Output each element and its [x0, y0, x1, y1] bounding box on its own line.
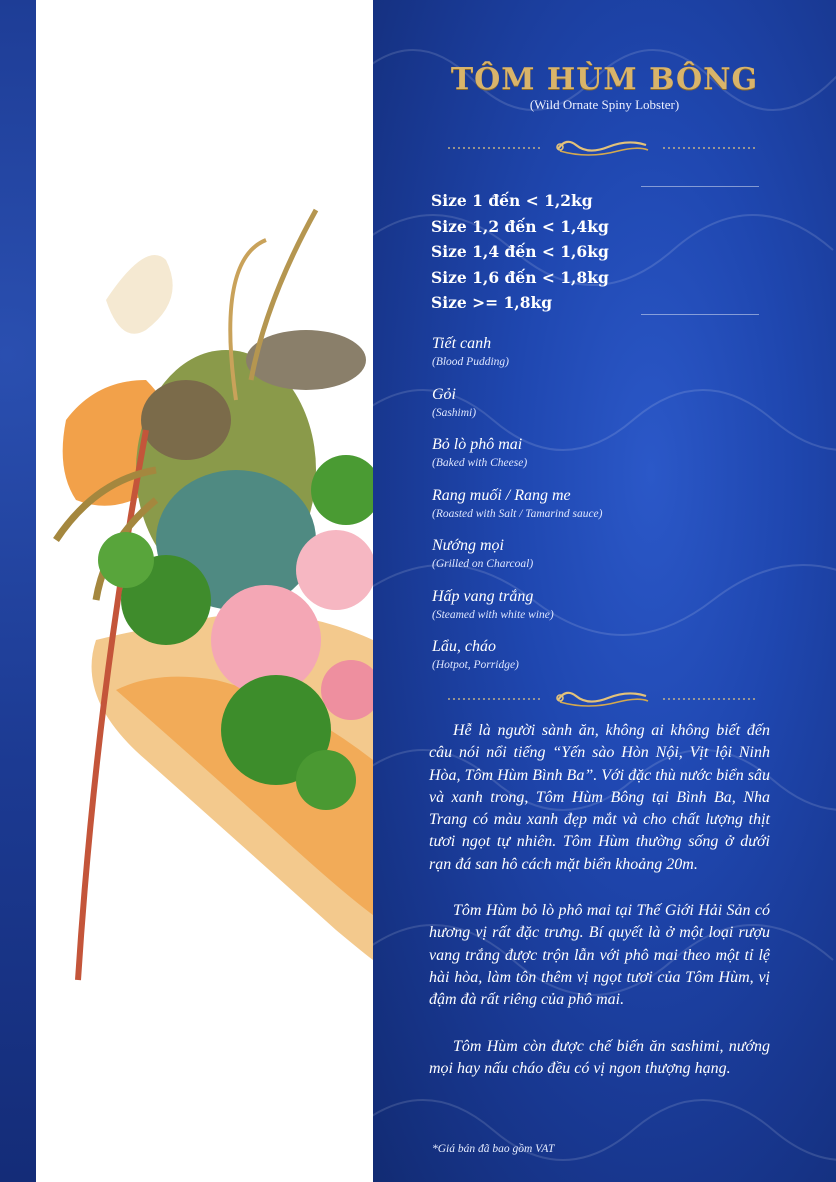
dish-name-vn: Tiết canh: [432, 335, 492, 352]
dish-name-vn: Rang muối / Rang me: [432, 486, 571, 504]
dish-name-en: (Roasted with Salt / Tamarind sauce): [432, 507, 603, 520]
dish-item: [432, 334, 812, 385]
price-line-bottom: [641, 314, 759, 315]
description: [429, 720, 770, 1104]
size-row: Size 1,4 đến < 1,6kg: [431, 242, 609, 261]
dish-item: [432, 587, 812, 638]
dish-list: [432, 334, 812, 688]
price-line-top: [641, 186, 759, 187]
gold-flourish-divider-icon: [448, 135, 758, 165]
dish-name-en: (Hotpot, Porridge): [432, 659, 519, 671]
description-paragraph: Hễ là người sành ăn, không ai không biết đến câu nói nổi tiếng “Yến sào Hòn Nội, Vịt lội Ninh Hòa, Tôm Hùm Bình Ba”. Với đặc thù nước biển sâu và xanh trong, Tôm Hùm Bông tại Bình Ba, Nha Trang có màu xanh đẹp mắt và cho chất lượng thịt tươi ngọt tự nhiên. Tôm Hùm thường sống ở dưới rạn đá san hô cách mặt biển khoảng 20m.: [429, 722, 770, 873]
lobster-photo: [36, 0, 373, 1182]
dish-name-en: (Sashimi): [432, 406, 477, 419]
dish-name-vn: Bỏ lò phô mai: [432, 436, 523, 453]
vat-footnote: *Giá bán đã bao gồm VAT: [432, 1143, 555, 1155]
dish-name-en: (Steamed with white wine): [432, 608, 554, 621]
dish-item: [432, 486, 812, 537]
menu-panel: [373, 0, 836, 1182]
page-title: TÔM HÙM BÔNG: [450, 62, 759, 97]
price-column: [641, 186, 761, 316]
left-blue-strip: [0, 0, 36, 1182]
dish-name-vn: Hấp vang trắng: [432, 587, 534, 605]
dish-name-vn: Gỏi: [432, 385, 456, 403]
dish-item: [432, 637, 812, 688]
dish-item: [432, 385, 812, 436]
size-row: Size >= 1,8kg: [431, 293, 553, 312]
lobster-dish-illustration: [36, 0, 373, 1182]
dish-name-en: (Baked with Cheese): [432, 457, 528, 469]
dish-name-en: (Grilled on Charcoal): [432, 558, 534, 570]
dish-name-en: (Blood Pudding): [432, 356, 509, 368]
description-paragraph: Tôm Hùm bỏ lò phô mai tại Thế Giới Hải Sản có hương vị rất đặc trưng. Bí quyết là ở một loại rượu vang trắng được trộn lẫn với phô mai theo một tỉ lệ hài hòa, làm tôn thêm vị ngọt tươi của Tôm Hùm, vị đậm đà rất riêng của phô mai.: [429, 902, 770, 1009]
dish-item: [432, 435, 812, 486]
size-row: Size 1 đến < 1,2kg: [431, 191, 593, 210]
dish-item: [432, 536, 812, 587]
page-subtitle: (Wild Ornate Spiny Lobster): [529, 97, 680, 112]
dish-name-vn: Nướng mọi: [432, 537, 504, 554]
dish-name-vn: Lẩu, cháo: [432, 638, 496, 655]
size-row: Size 1,2 đến < 1,4kg: [431, 216, 609, 236]
gold-flourish-divider-icon: [448, 686, 758, 716]
size-row: Size 1,6 đến < 1,8kg: [431, 267, 609, 287]
description-paragraph: Tôm Hùm còn được chế biến ăn sashimi, nướng mọi hay nấu cháo đều có vị ngon thượng hạng.: [429, 1037, 770, 1077]
size-list: [431, 188, 609, 316]
